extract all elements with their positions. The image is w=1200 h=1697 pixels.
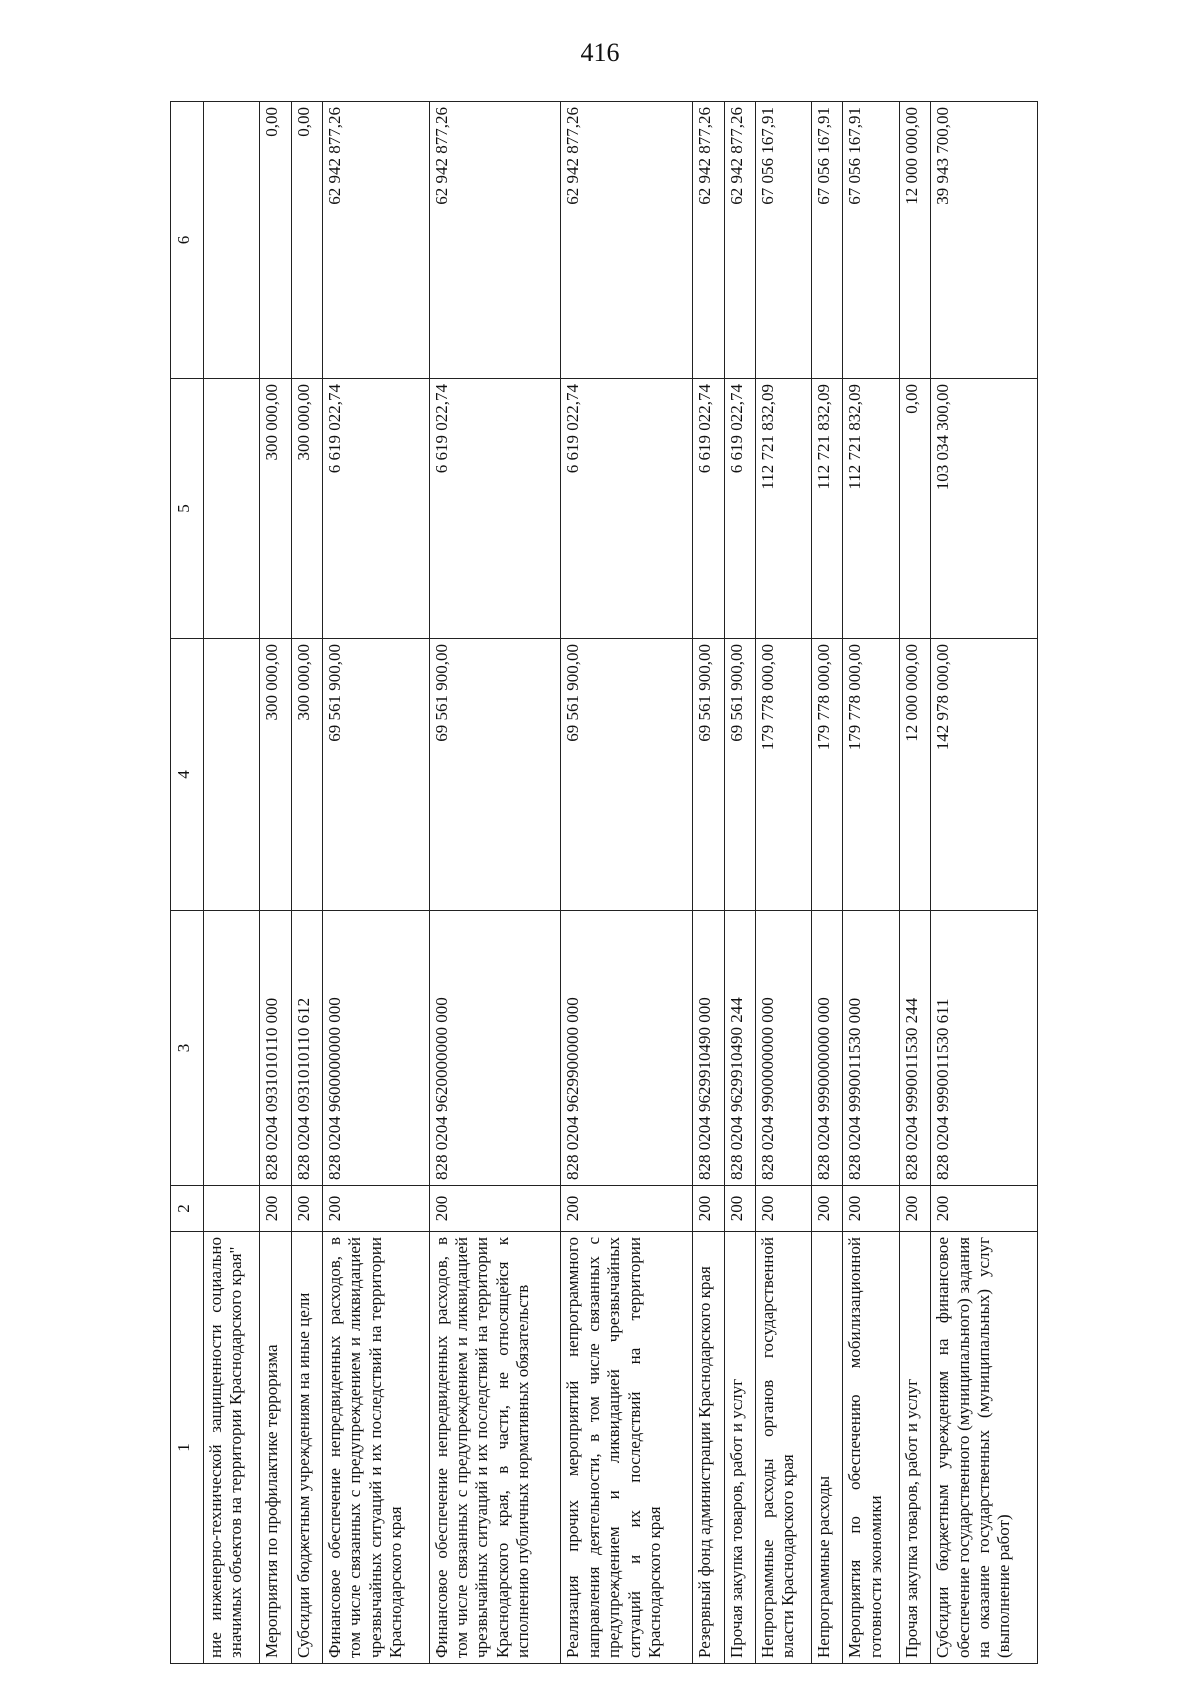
column-header: 6 xyxy=(171,102,204,379)
table-row xyxy=(291,102,322,1664)
row-value6-cell: 12 000 000,00 xyxy=(899,102,930,379)
row-code-cell: 200 xyxy=(812,1186,843,1232)
row-kbk-cell: 828 0204 0931010110 000 xyxy=(260,911,291,1186)
row-code-cell xyxy=(204,1186,260,1232)
column-header: 4 xyxy=(171,639,204,911)
row-value4-cell: 69 561 900,00 xyxy=(724,639,755,911)
row-kbk-cell: 828 0204 9629910490 244 xyxy=(724,911,755,1186)
row-value5-cell: 112 721 832,09 xyxy=(812,379,843,639)
table-row xyxy=(843,102,899,1664)
row-value6-cell: 62 942 877,26 xyxy=(429,102,561,379)
row-value6-cell: 62 942 877,26 xyxy=(561,102,693,379)
row-value5-cell: 112 721 832,09 xyxy=(843,379,899,639)
row-value5-cell: 300 000,00 xyxy=(291,379,322,639)
row-name-cell: Прочая закупка товаров, работ и услуг xyxy=(899,1232,930,1664)
row-value4-cell: 179 778 000,00 xyxy=(843,639,899,911)
row-value5-cell: 300 000,00 xyxy=(260,379,291,639)
row-code-cell: 200 xyxy=(899,1186,930,1232)
page-number: 416 xyxy=(580,38,620,67)
row-code-cell: 200 xyxy=(693,1186,724,1232)
row-value6-cell: 67 056 167,91 xyxy=(755,102,811,379)
row-name-cell: Мероприятия по обеспечению мобилизационной готовности экономики xyxy=(843,1232,899,1664)
row-value4-cell: 179 778 000,00 xyxy=(755,639,811,911)
row-name-cell: Прочая закупка товаров, работ и услуг xyxy=(724,1232,755,1664)
row-name-cell: Субсидии бюджетным учреждениям на иные цели xyxy=(291,1232,322,1664)
row-name-cell: Финансовое обеспечение непредвиденных расходов, в том числе связанных с предупреждением и ликвидацией чрезвычайных ситуаций и их последствий на территории Краснодарского края xyxy=(322,1232,429,1664)
row-code-cell: 200 xyxy=(561,1186,693,1232)
row-value6-cell: 67 056 167,91 xyxy=(843,102,899,379)
table-row xyxy=(899,102,930,1664)
row-value6-cell: 0,00 xyxy=(260,102,291,379)
table-row xyxy=(812,102,843,1664)
row-value4-cell: 69 561 900,00 xyxy=(429,639,561,911)
row-kbk-cell: 828 0204 9990000000 000 xyxy=(812,911,843,1186)
row-code-cell: 200 xyxy=(724,1186,755,1232)
row-value6-cell xyxy=(204,102,260,379)
row-code-cell: 200 xyxy=(291,1186,322,1232)
table-row xyxy=(693,102,724,1664)
row-name-cell: ние инженерно-технической защищенности социально значимых объектов на территории Краснодарского края" xyxy=(204,1232,260,1664)
row-value6-cell: 62 942 877,26 xyxy=(693,102,724,379)
row-value5-cell: 6 619 022,74 xyxy=(693,379,724,639)
table-row xyxy=(260,102,291,1664)
row-name-cell: Непрограммные расходы органов государственной власти Краснодарского края xyxy=(755,1232,811,1664)
row-kbk-cell: 828 0204 9990011530 244 xyxy=(899,911,930,1186)
row-name-cell: Субсидии бюджетным учреждениям на финансовое обеспечение государственного (муниципального) задания на оказание государственных (муниципальных) услуг (выполнение работ) xyxy=(931,1232,1038,1664)
row-value4-cell: 69 561 900,00 xyxy=(693,639,724,911)
row-kbk-cell: 828 0204 9990011530 000 xyxy=(843,911,899,1186)
row-name-cell: Непрограммные расходы xyxy=(812,1232,843,1664)
row-value5-cell: 6 619 022,74 xyxy=(322,379,429,639)
table-row xyxy=(204,102,260,1664)
row-value4-cell: 69 561 900,00 xyxy=(322,639,429,911)
row-value6-cell: 0,00 xyxy=(291,102,322,379)
row-value5-cell: 112 721 832,09 xyxy=(755,379,811,639)
row-value4-cell: 69 561 900,00 xyxy=(561,639,693,911)
budget-table xyxy=(170,101,1038,1664)
row-value5-cell: 6 619 022,74 xyxy=(429,379,561,639)
row-value4-cell: 179 778 000,00 xyxy=(812,639,843,911)
row-value6-cell: 62 942 877,26 xyxy=(322,102,429,379)
row-kbk-cell: 828 0204 9629900000 000 xyxy=(561,911,693,1186)
row-value4-cell: 12 000 000,00 xyxy=(899,639,930,911)
row-value5-cell xyxy=(204,379,260,639)
row-value6-cell: 39 943 700,00 xyxy=(931,102,1038,379)
table-body xyxy=(204,102,1038,1664)
row-code-cell: 200 xyxy=(260,1186,291,1232)
row-kbk-cell: 828 0204 9990011530 611 xyxy=(931,911,1038,1186)
row-value6-cell: 67 056 167,91 xyxy=(812,102,843,379)
row-value5-cell: 103 034 300,00 xyxy=(931,379,1038,639)
row-kbk-cell: 828 0204 9620000000 000 xyxy=(429,911,561,1186)
column-header: 2 xyxy=(171,1186,204,1232)
row-name-cell: Мероприятия по профилактике терроризма xyxy=(260,1232,291,1664)
column-header: 1 xyxy=(171,1232,204,1664)
row-code-cell: 200 xyxy=(843,1186,899,1232)
row-code-cell: 200 xyxy=(755,1186,811,1232)
row-code-cell: 200 xyxy=(429,1186,561,1232)
table-row xyxy=(931,102,1038,1664)
row-name-cell: Реализация прочих мероприятий непрограммного направления деятельности, в том числе связанных с предупреждением и ликвидацией чрезвычайных ситуаций и их последствий на территории Краснодарского края xyxy=(561,1232,693,1664)
row-value4-cell: 300 000,00 xyxy=(291,639,322,911)
row-kbk-cell: 828 0204 9629910490 000 xyxy=(693,911,724,1186)
row-value4-cell: 300 000,00 xyxy=(260,639,291,911)
table-row xyxy=(755,102,811,1664)
row-kbk-cell xyxy=(204,911,260,1186)
row-value5-cell: 0,00 xyxy=(899,379,930,639)
row-value4-cell xyxy=(204,639,260,911)
row-name-cell: Финансовое обеспечение непредвиденных расходов, в том числе связанных с предупреждением и ликвидацией чрезвычайных ситуаций и их последствий на территории Краснодарского края, в части, не относящейся к исполнению публичных нормативных обязательств xyxy=(429,1232,561,1664)
row-code-cell: 200 xyxy=(931,1186,1038,1232)
row-value6-cell: 62 942 877,26 xyxy=(724,102,755,379)
column-header: 5 xyxy=(171,379,204,639)
table-row xyxy=(724,102,755,1664)
row-value5-cell: 6 619 022,74 xyxy=(561,379,693,639)
row-value4-cell: 142 978 000,00 xyxy=(931,639,1038,911)
table-row xyxy=(561,102,693,1664)
row-kbk-cell: 828 0204 9600000000 000 xyxy=(322,911,429,1186)
row-kbk-cell: 828 0204 0931010110 612 xyxy=(291,911,322,1186)
column-header: 3 xyxy=(171,911,204,1186)
table-row xyxy=(429,102,561,1664)
row-kbk-cell: 828 0204 9900000000 000 xyxy=(755,911,811,1186)
row-code-cell: 200 xyxy=(322,1186,429,1232)
rotated-table-container xyxy=(170,102,1038,1664)
table-row xyxy=(322,102,429,1664)
row-value5-cell: 6 619 022,74 xyxy=(724,379,755,639)
row-name-cell: Резервный фонд администрации Краснодарского края xyxy=(693,1232,724,1664)
table-header-row xyxy=(171,102,204,1664)
